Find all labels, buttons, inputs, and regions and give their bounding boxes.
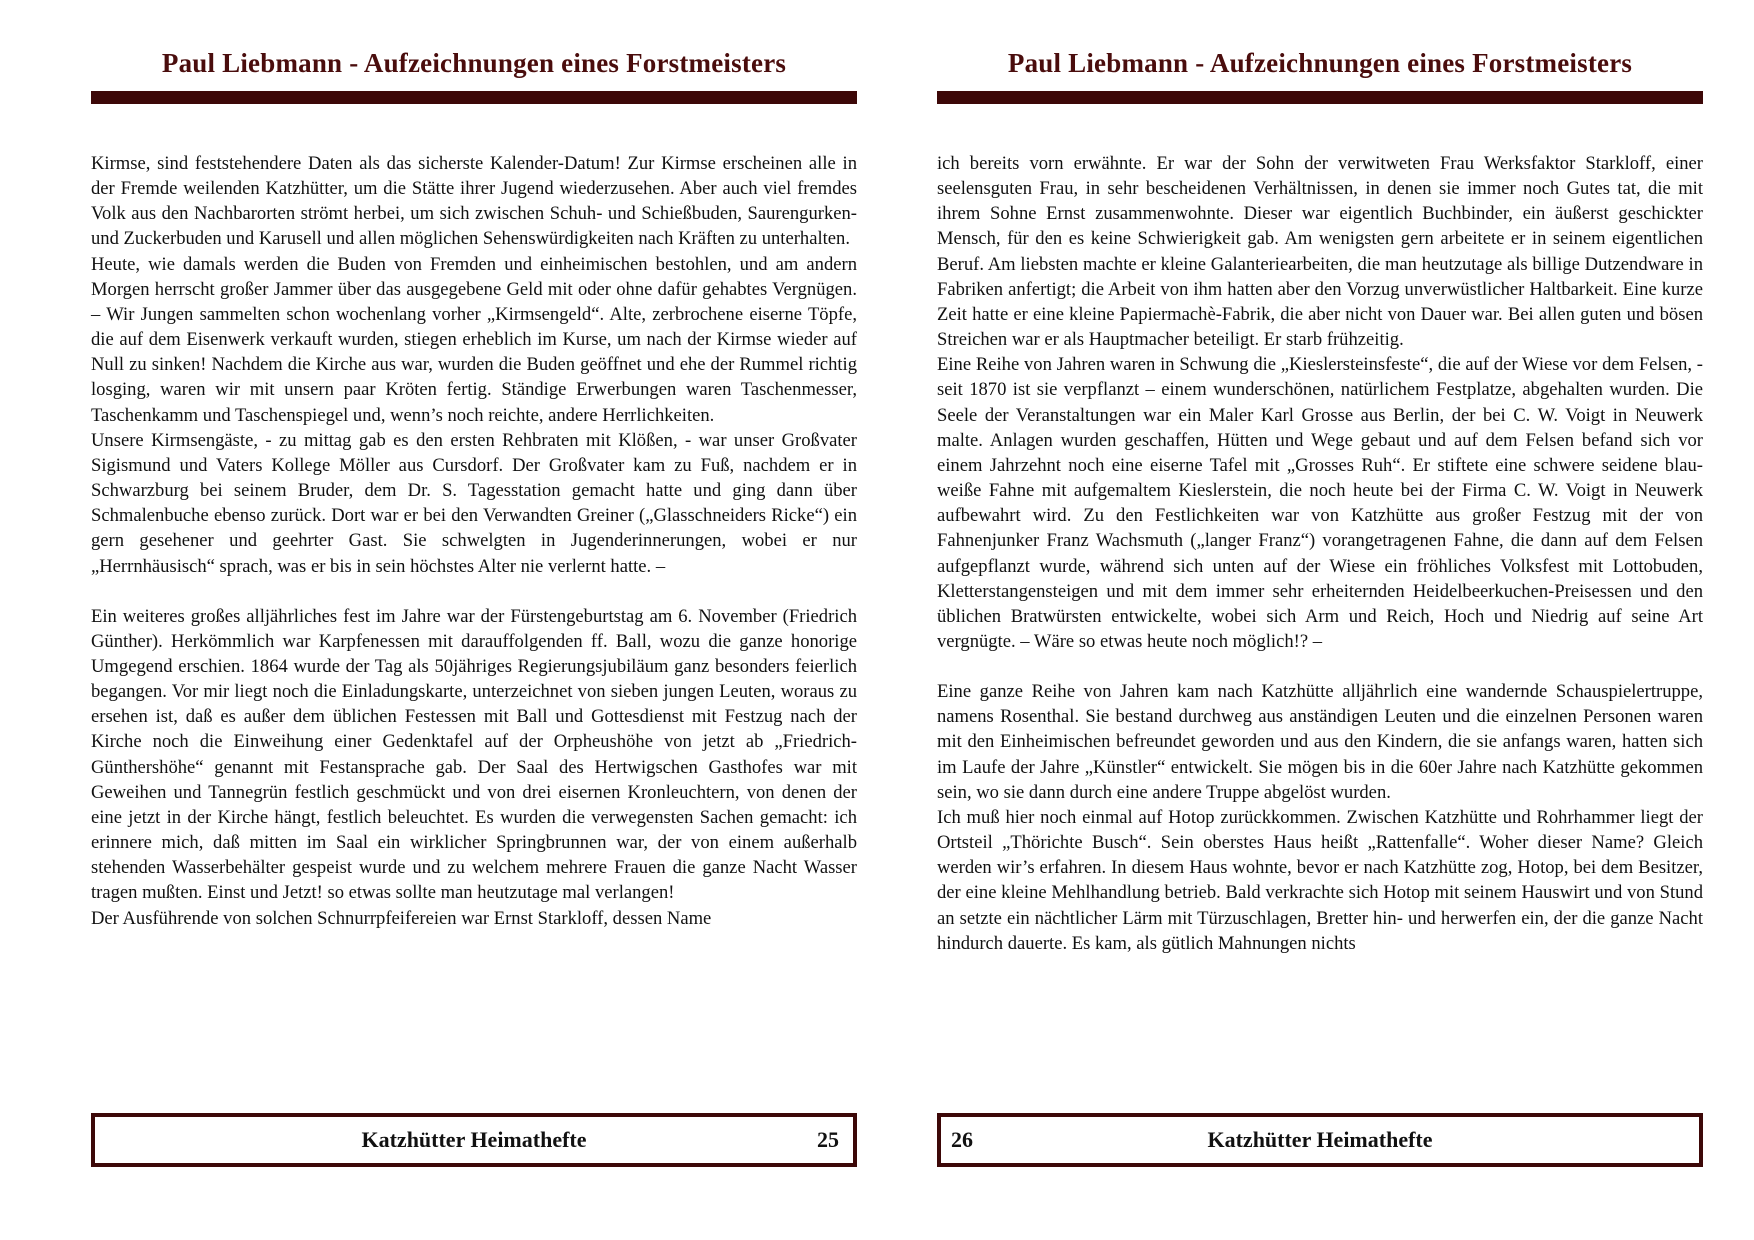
- page-body-text: [937, 151, 1703, 956]
- left-page: [91, 0, 857, 1240]
- paragraph: Ich muß hier noch einmal auf Hotop zurückkommen. Zwischen Katzhütte und Rohrhammer liegt der Ortsteil „Thörichte Busch“. Sein oberstes Haus heißt „Rattenfalle“. Woher dieser Name? Gleich werden wir’s erfahren. In diesem Haus wohnte, bevor er nach Katzhütte zog, Hotop, bei dem Besitzer, der eine kleine Mehlhandlung betrieb. Bald verkrachte sich Hotop mit seinem Hauswirt und von Stund an setzte ein nächtlicher Lärm mit Türzuschlagen, Bretter hin- und herwerfen ein, der die ganze Nacht hindurch dauerte. Es kam, als gütlich Mahnungen nichts: [937, 806, 1703, 954]
- page-number: 25: [817, 1127, 839, 1152]
- page-body-text: [91, 151, 857, 931]
- paragraph: Heute, wie damals werden die Buden von Fremden und einheimischen bestohlen, und am andern Morgen herrscht großer Jammer über das ausgegebene Geld mit oder ohne dafür gehabtes Vergnügen. – Wir Jungen sammelten schon wochenlang vorher „Kirmsengeld“. Alte, zerbrochene eiserne Töpfe, die auf dem Eisenwerk verkauft wurden, stiegen erheblich im Kurse, um nach der Kirmse wieder auf Null zu sinken! Nachdem die Kirche aus war, wurden die Buden geöffnet und ehe der Rummel richtig losging, waren wir mit unsern paar Kröten fertig. Ständige Erwerbungen waren Taschenmesser, Taschenkamm und Taschenspiegel und, wenn’s noch reichte, andere Herrlichkeiten.: [91, 253, 857, 426]
- page-footer: [91, 1113, 857, 1167]
- footer-title: Katzhütter Heimathefte: [1207, 1127, 1433, 1152]
- paragraph: Eine ganze Reihe von Jahren kam nach Katzhütte alljährlich eine wandernde Schauspielertruppe, namens Rosenthal. Sie bestand durchweg aus anständigen Leuten und die einzelnen Personen waren mit den Einheimischen befreundet geworden und aus den Kindern, die sie anfangs waren, hatten sich im Laufe der Jahre „Künstler“ entwickelt. Sie mögen bis in die 60er Jahre nach Katzhütte gekommen sein, wo sie dann durch eine andere Truppe abgelöst wurden.: [937, 681, 1703, 803]
- paragraph: Ein weiteres großes alljährliches fest im Jahre war der Fürstengeburtstag am 6. November (Friedrich Günther). Herkömmlich war Karpfenessen mit darauffolgenden ff. Ball, wozu die ganze honorige Umgegend erschien. 1864 wurde der Tag als 50jähriges Regierungsjubiläum ganz besonders feierlich begangen. Vor mir liegt noch die Einladungskarte, unterzeichnet von sieben jungen Leuten, woraus zu ersehen ist, daß es außer dem üblichen Festessen mit Ball und Gottesdienst mit Festzug nach der Kirche noch die Einweihung einer Gedenktafel auf der Orpheushöhe von jetzt ab „Friedrich-Günthershöhe“ genannt mit Festansprache gab. Der Saal des Hertwigschen Gasthofes war mit Geweihen und Tannegrün festlich geschmückt und von drei eisernen Kronleuchtern, von denen der eine jetzt in der Kirche hängt, festlich beleuchtet. Es wurden die verwegensten Sachen gemacht: ich erinnere mich, daß mitten im Saal ein wirklicher Springbrunnen war, der von einem außerhalb stehenden Wasserbehälter gespeist wurde und zu welchem mehrere Frauen die ganze Nacht Wasser tragen mußten. Einst und Jetzt! so etwas sollte man heutzutage mal verlangen!: [91, 605, 857, 904]
- page-header-title: Paul Liebmann - Aufzeichnungen eines Forstmeisters: [1007, 48, 1633, 78]
- paragraph: Eine Reihe von Jahren waren in Schwung die „Kieslersteinsfeste“, die auf der Wiese vor dem Felsen, - seit 1870 ist sie verpflanzt – einem wunderschönen, natürlichem Festplatze, abgehalten wurden. Die Seele der Veranstaltungen war ein Maler Karl Grosse aus Berlin, der bei C. W. Voigt in Neuwerk malte. Anlagen wurden geschaffen, Hütten und Wege gebaut und auf dem Felsen befand sich vor einem Jahrzehnt noch eine eiserne Tafel mit „Grosses Ruh“. Er stiftete eine schwere seidene blau-weiße Fahne mit aufgemaltem Kieslerstein, die noch heute bei der Firma C. W. Voigt in Neuwerk aufbewahrt wird. Zu den Festlichkeiten war von Katzhütte aus großer Festzug mit der von Fahnenjunker Franz Wachsmuth („langer Franz“) vorangetragenen Fahne, die dann auf dem Felsen aufgepflanzt wurde, während sich unten auf der Wiese ein fröhliches Volksfest mit Lottobuden, Kletterstangensteigen und mit dem immer sehr erheiternden Heidelbeerkuchen-Preisessen und den üblichen Bratwürsten entwickelte, wobei sich Arm und Reich, Hoch und Niedrig auf seine Art vergnügte. – Wäre so etwas heute noch möglich!? –: [937, 354, 1703, 652]
- header-rule: [91, 91, 857, 104]
- paragraph: ich bereits vorn erwähnte. Er war der Sohn der verwitweten Frau Werksfaktor Starkloff, einer seelensguten Frau, in sehr bescheidenen Verhältnissen, in denen sie immer noch Gutes tat, die mit ihrem Sohne Ernst zusammenwohnte. Dieser war eigentlich Buchbinder, ein äußerst geschickter Mensch, für den es keine Schwierigkeit gab. Am wenigsten gern arbeitete er in seinem eigentlichen Beruf. Am liebsten machte er kleine Galanteriearbeiten, die man heutzutage als billige Dutzendware in Fabriken anfertigt; die Arbeit von ihm hatten aber den Vorzug unverwüstlicher Haltbarkeit. Eine kurze Zeit hatte er eine kleine Papiermachè-Fabrik, die aber nicht von Dauer war. Bei allen guten und bösen Streichen war er als Hauptmacher beteiligt. Er starb frühzeitig.: [937, 153, 1703, 351]
- footer-title: Katzhütter Heimathefte: [361, 1127, 587, 1152]
- page-footer: [937, 1113, 1703, 1167]
- right-page: [937, 0, 1703, 1240]
- paragraph: Der Ausführende von solchen Schnurrpfeifereien war Ernst Starkloff, dessen Name: [91, 907, 712, 929]
- page-header-title: Paul Liebmann - Aufzeichnungen eines Forstmeisters: [161, 48, 787, 78]
- paragraph: Unsere Kirmsengäste, - zu mittag gab es den ersten Rehbraten mit Klößen, - war unser Großvater Sigismund und Vaters Kollege Möller aus Cursdorf. Der Großvater kam zu Fuß, nachdem er in Schwarzburg bei seinem Bruder, dem Dr. S. Tagesstation gemacht hatte und ging dann über Schmalenbuche ebenso zurück. Dort war er bei den Verwandten Greiner („Glasschneiders Ricke“) ein gern gesehener und geehrter Gast. Sie schwelgten in Jugenderinnerungen, wobei er nur „Herrnhäusisch“ sprach, was er bis in sein höchstes Alter nie verlernt hatte. –: [91, 429, 857, 577]
- header-rule: [937, 91, 1703, 104]
- page-number: 26: [951, 1127, 973, 1152]
- paragraph: Kirmse, sind feststehendere Daten als das sicherste Kalender-Datum! Zur Kirmse erscheinen alle in der Fremde weilenden Katzhütter, um die Stätte ihrer Jugend wiederzusehen. Aber auch viel fremdes Volk aus den Nachbarorten strömt herbei, um sich zwischen Schuh- und Schießbuden, Saurengurken- und Zuckerbuden und Karusell und allen möglichen Sehenswürdigkeiten nach Kräften zu unterhalten.: [91, 153, 857, 250]
